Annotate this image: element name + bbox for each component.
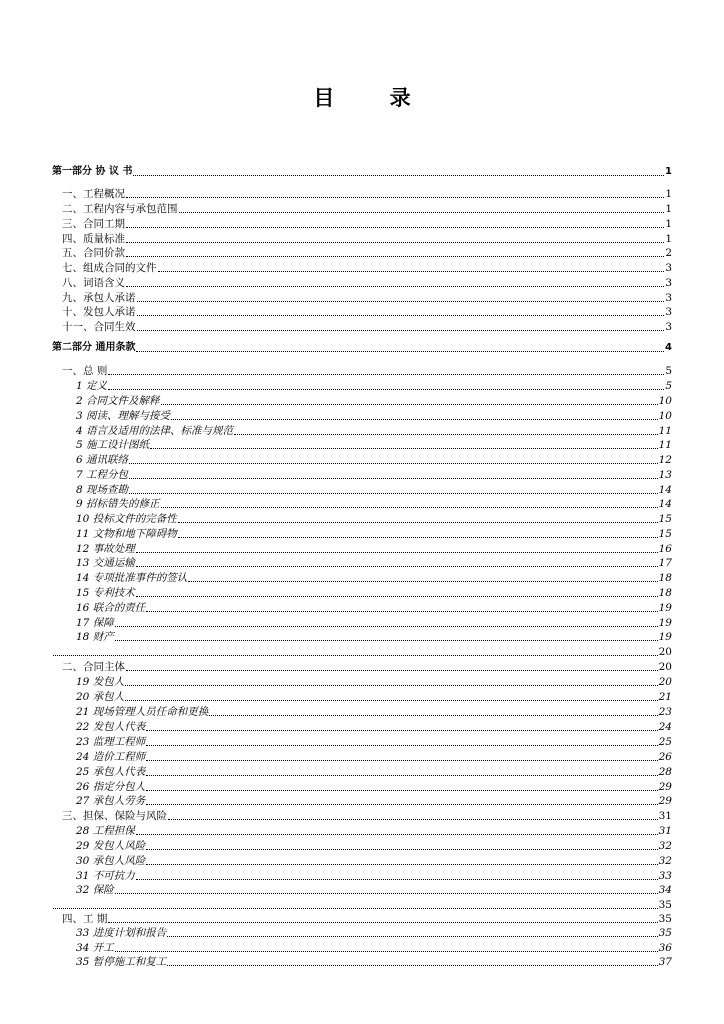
toc-page-number: 2 bbox=[665, 247, 672, 259]
toc-entry[interactable] bbox=[52, 291, 672, 305]
toc-page-number: 1 bbox=[665, 188, 672, 200]
toc-entry-title: 27 承包人劳务 bbox=[76, 795, 146, 807]
toc-entry[interactable] bbox=[52, 187, 672, 201]
toc-entry-title: 17 保障 bbox=[76, 617, 114, 629]
toc-entry[interactable] bbox=[52, 468, 672, 482]
toc-entry-title: 20 承包人 bbox=[76, 691, 125, 703]
toc-entry-title: 32 保险 bbox=[76, 884, 114, 896]
toc-entry-title: 23 监理工程师 bbox=[76, 736, 146, 748]
dot-leader bbox=[133, 175, 664, 176]
toc-entry[interactable] bbox=[52, 364, 672, 378]
toc-entry-title: 22 发包人代表 bbox=[76, 721, 146, 733]
toc-entry-title: 九、承包人承诺 bbox=[62, 292, 136, 304]
dot-leader bbox=[146, 611, 657, 612]
toc-entry-title: 15 专利技术 bbox=[76, 587, 135, 599]
toc-page-number: 10 bbox=[658, 395, 672, 407]
toc-entry[interactable] bbox=[52, 556, 672, 570]
toc-entry[interactable] bbox=[52, 571, 672, 585]
toc-page-number: 19 bbox=[658, 617, 672, 629]
toc-entry[interactable] bbox=[52, 305, 672, 319]
toc-entry[interactable] bbox=[52, 912, 672, 926]
dot-leader bbox=[136, 566, 658, 567]
dot-leader bbox=[167, 965, 657, 966]
dot-leader bbox=[115, 951, 658, 952]
dot-leader bbox=[129, 493, 658, 494]
toc-entry[interactable] bbox=[52, 246, 672, 260]
dot-leader bbox=[146, 745, 657, 746]
dot-leader bbox=[136, 552, 658, 553]
toc-entry-title: 16 联合的责任 bbox=[76, 602, 146, 614]
toc-page-number: 31 bbox=[658, 825, 672, 837]
toc-page-number: 29 bbox=[658, 781, 672, 793]
toc-page-number: 3 bbox=[665, 321, 672, 333]
toc-entry-title: 四、工 期 bbox=[62, 913, 108, 925]
toc-entry-title: 五、合同价款 bbox=[62, 247, 125, 259]
dot-leader bbox=[137, 315, 665, 316]
dot-leader bbox=[126, 286, 664, 287]
toc-page-number: 28 bbox=[658, 766, 672, 778]
toc-entry-title: 10 投标文件的完备性 bbox=[76, 513, 177, 525]
dot-leader bbox=[146, 760, 657, 761]
toc-page-number: 20 bbox=[658, 676, 672, 688]
toc-page-number: 15 bbox=[658, 513, 672, 525]
toc-page-number: 1 bbox=[665, 166, 672, 177]
toc-entry-title: 一、总 则 bbox=[62, 365, 108, 377]
dot-leader bbox=[136, 596, 658, 597]
dot-leader bbox=[161, 507, 658, 508]
toc-page-number: 1 bbox=[665, 233, 672, 245]
toc-entry-title: 7 工程分包 bbox=[76, 469, 129, 481]
toc-leader-line[interactable] bbox=[52, 645, 672, 659]
dot-leader bbox=[126, 227, 664, 228]
toc-page-number: 24 bbox=[658, 721, 672, 733]
toc-entry[interactable] bbox=[52, 780, 672, 794]
toc-leader-line[interactable] bbox=[52, 898, 672, 912]
dot-leader bbox=[125, 700, 657, 701]
toc-entry[interactable] bbox=[52, 202, 672, 216]
toc-entry-title: 8 现场查勘 bbox=[76, 484, 129, 496]
toc-page-number: 31 bbox=[658, 810, 672, 822]
toc-entry-title: 七、组成合同的文件 bbox=[62, 262, 157, 274]
toc-entry[interactable] bbox=[52, 232, 672, 246]
toc-entry-title: 19 发包人 bbox=[76, 676, 125, 688]
toc-entry-title: 6 通讯联络 bbox=[76, 454, 129, 466]
toc-entry-title: 十、发包人承诺 bbox=[62, 306, 136, 318]
toc-page-number: 11 bbox=[658, 439, 672, 451]
toc-page-number: 20 bbox=[658, 661, 672, 673]
toc-entry[interactable] bbox=[52, 869, 672, 883]
toc-entry-title: 28 工程担保 bbox=[76, 825, 135, 837]
toc-page-number: 26 bbox=[658, 751, 672, 763]
toc-page-number: 15 bbox=[658, 528, 672, 540]
dot-leader bbox=[126, 670, 658, 671]
toc-entry-title: 35 暂停施工和复工 bbox=[76, 956, 167, 968]
toc-entry-title: 21 现场管理人员任命和更换 bbox=[76, 706, 209, 718]
toc-entry[interactable] bbox=[52, 409, 672, 423]
dot-leader bbox=[146, 804, 657, 805]
toc-part-entry[interactable] bbox=[52, 165, 672, 179]
dot-leader bbox=[146, 730, 657, 731]
toc-entry-title: 29 发包人风险 bbox=[76, 840, 146, 852]
toc-page-number: 16 bbox=[658, 543, 672, 555]
toc-entry-title: 31 不可抗力 bbox=[76, 870, 135, 882]
dot-leader bbox=[115, 893, 658, 894]
toc-entry-title: 二、合同主体 bbox=[62, 661, 125, 673]
toc-entry[interactable] bbox=[52, 276, 672, 290]
toc-entry[interactable] bbox=[52, 320, 672, 334]
toc-entry-title: 26 指定分包人 bbox=[76, 781, 146, 793]
dot-leader bbox=[234, 434, 658, 435]
toc-page-number: 32 bbox=[658, 840, 672, 852]
toc-entry[interactable] bbox=[52, 824, 672, 838]
toc-entry-title: 三、担保、保险与风险 bbox=[62, 810, 167, 822]
toc-entry[interactable] bbox=[52, 854, 672, 868]
toc-entry[interactable] bbox=[52, 601, 672, 615]
toc-page-number: 21 bbox=[658, 691, 672, 703]
dot-leader bbox=[129, 478, 658, 479]
toc-entry[interactable] bbox=[52, 424, 672, 438]
toc-entry[interactable] bbox=[52, 512, 672, 526]
toc-page-number: 25 bbox=[658, 736, 672, 748]
dot-leader bbox=[108, 389, 664, 390]
dot-leader bbox=[125, 685, 657, 686]
dot-leader bbox=[129, 463, 658, 464]
toc-page-number: 36 bbox=[658, 942, 672, 954]
toc-entry[interactable] bbox=[52, 883, 672, 897]
toc-entry-title: 3 阅读、理解与接受 bbox=[76, 410, 171, 422]
toc-page-number: 3 bbox=[665, 292, 672, 304]
toc-entry[interactable] bbox=[52, 926, 672, 940]
toc-entry-title: 18 财产 bbox=[76, 631, 114, 643]
dot-leader bbox=[53, 908, 658, 909]
toc-entry-title: 25 承包人代表 bbox=[76, 766, 146, 778]
toc-page-number: 3 bbox=[665, 277, 672, 289]
toc-entry-title: 一、工程概况 bbox=[62, 188, 125, 200]
toc-entry[interactable] bbox=[52, 720, 672, 734]
toc-entry[interactable] bbox=[52, 660, 672, 674]
dot-leader bbox=[171, 419, 658, 420]
toc-page-number: 4 bbox=[665, 342, 672, 353]
dot-leader bbox=[146, 790, 657, 791]
toc-entry-title: 第一部分 协 议 书 bbox=[52, 166, 133, 177]
toc-entry-title: 24 造价工程师 bbox=[76, 751, 146, 763]
toc-entry[interactable] bbox=[52, 616, 672, 630]
toc-entry[interactable] bbox=[52, 261, 672, 275]
toc-entry[interactable] bbox=[52, 483, 672, 497]
dot-leader bbox=[126, 256, 664, 257]
toc-page-number: 1 bbox=[665, 203, 672, 215]
toc-entry-title: 三、合同工期 bbox=[62, 218, 125, 230]
toc-entry[interactable] bbox=[52, 438, 672, 452]
toc-entry[interactable] bbox=[52, 735, 672, 749]
toc-page-number: 33 bbox=[658, 870, 672, 882]
toc-entry-title: 5 施工设计图纸 bbox=[76, 439, 150, 451]
toc-entry[interactable] bbox=[52, 955, 672, 969]
dot-leader bbox=[136, 879, 658, 880]
toc-page-number: 23 bbox=[658, 706, 672, 718]
toc-page-number: 29 bbox=[658, 795, 672, 807]
toc-entry[interactable] bbox=[52, 586, 672, 600]
toc-page-number: 3 bbox=[665, 306, 672, 318]
dot-leader bbox=[146, 864, 657, 865]
dot-leader bbox=[178, 537, 658, 538]
dot-leader bbox=[115, 626, 658, 627]
toc-page-number: 35 bbox=[658, 899, 672, 911]
toc-page-number: 19 bbox=[658, 602, 672, 614]
toc-page-number: 11 bbox=[658, 425, 672, 437]
toc-page-number: 37 bbox=[658, 956, 672, 968]
dot-leader bbox=[146, 775, 657, 776]
dot-leader bbox=[115, 640, 658, 641]
dot-leader bbox=[126, 197, 664, 198]
toc-part-entry[interactable] bbox=[52, 341, 672, 355]
toc-entry-title: 第二部分 通用条款 bbox=[52, 342, 136, 353]
dot-leader bbox=[209, 715, 657, 716]
toc-page-number: 17 bbox=[658, 557, 672, 569]
toc-entry[interactable] bbox=[52, 690, 672, 704]
dot-leader bbox=[188, 581, 657, 582]
toc-entry-title: 四、质量标准 bbox=[62, 233, 125, 245]
toc-page-number: 35 bbox=[658, 927, 672, 939]
toc-page-number: 14 bbox=[658, 484, 672, 496]
dot-leader bbox=[137, 301, 665, 302]
dot-leader bbox=[167, 936, 657, 937]
dot-leader bbox=[108, 374, 664, 375]
toc-entry-title: 2 合同文件及解释 bbox=[76, 395, 160, 407]
dot-leader bbox=[161, 404, 658, 405]
toc-page-number: 14 bbox=[658, 498, 672, 510]
toc-page-number: 3 bbox=[665, 262, 672, 274]
toc-entry[interactable] bbox=[52, 941, 672, 955]
page-title: 目 录 bbox=[313, 85, 435, 110]
toc-entry-title: 二、工程内容与承包范围 bbox=[62, 203, 178, 215]
toc-entry-title: 12 事故处理 bbox=[76, 543, 135, 555]
toc-entry[interactable] bbox=[52, 794, 672, 808]
toc-entry-title: 十一、合同生效 bbox=[62, 321, 136, 333]
dot-leader bbox=[146, 849, 657, 850]
dot-leader bbox=[108, 922, 657, 923]
dot-leader bbox=[136, 834, 658, 835]
dot-leader bbox=[136, 351, 664, 352]
toc-entry-title: 11 文物和地下障碍物 bbox=[76, 528, 177, 540]
dot-leader bbox=[137, 330, 665, 331]
toc-entry[interactable] bbox=[52, 675, 672, 689]
toc-entry[interactable] bbox=[52, 542, 672, 556]
toc-entry[interactable] bbox=[52, 750, 672, 764]
toc-entry-title: 34 开工 bbox=[76, 942, 114, 954]
toc-entry-title: 14 专项批准事件的签认 bbox=[76, 572, 188, 584]
toc-entry-title: 八、词语含义 bbox=[62, 277, 125, 289]
toc-entry[interactable] bbox=[52, 379, 672, 393]
toc-entry-title: 1 定义 bbox=[76, 380, 108, 392]
toc-entry-title: 30 承包人风险 bbox=[76, 855, 146, 867]
toc-page-number: 10 bbox=[658, 410, 672, 422]
dot-leader bbox=[168, 819, 658, 820]
toc-entry[interactable] bbox=[52, 453, 672, 467]
toc-entry[interactable] bbox=[52, 809, 672, 823]
toc-page-number: 32 bbox=[658, 855, 672, 867]
dot-leader bbox=[150, 448, 658, 449]
toc-entry-title: 33 进度计划和报告 bbox=[76, 927, 167, 939]
dot-leader bbox=[179, 212, 665, 213]
dot-leader bbox=[158, 271, 665, 272]
toc-page-number: 5 bbox=[665, 380, 672, 392]
toc-entry[interactable] bbox=[52, 839, 672, 853]
toc-entry-title: 13 交通运输 bbox=[76, 557, 135, 569]
toc-entry-title: 4 语言及适用的法律、标准与规范 bbox=[76, 425, 234, 437]
toc-entry[interactable] bbox=[52, 217, 672, 231]
toc-entry[interactable] bbox=[52, 527, 672, 541]
toc-page-number: 35 bbox=[658, 913, 672, 925]
toc-entry[interactable] bbox=[52, 497, 672, 511]
dot-leader bbox=[178, 522, 658, 523]
toc-page-number: 18 bbox=[658, 587, 672, 599]
toc-entry[interactable] bbox=[52, 765, 672, 779]
toc-entry[interactable] bbox=[52, 394, 672, 408]
toc-page-number: 19 bbox=[658, 631, 672, 643]
toc-page-number: 34 bbox=[658, 884, 672, 896]
dot-leader bbox=[53, 655, 658, 656]
toc-entry[interactable] bbox=[52, 705, 672, 719]
toc-page-number: 1 bbox=[665, 218, 672, 230]
toc-page-number: 13 bbox=[658, 469, 672, 481]
toc-entry[interactable] bbox=[52, 630, 672, 644]
toc-page-number: 18 bbox=[658, 572, 672, 584]
toc-page-number: 12 bbox=[658, 454, 672, 466]
dot-leader bbox=[126, 242, 664, 243]
toc-page-number: 20 bbox=[658, 646, 672, 658]
toc-entry-title: 9 招标错失的修正 bbox=[76, 498, 160, 510]
toc-page-number: 5 bbox=[665, 365, 672, 377]
